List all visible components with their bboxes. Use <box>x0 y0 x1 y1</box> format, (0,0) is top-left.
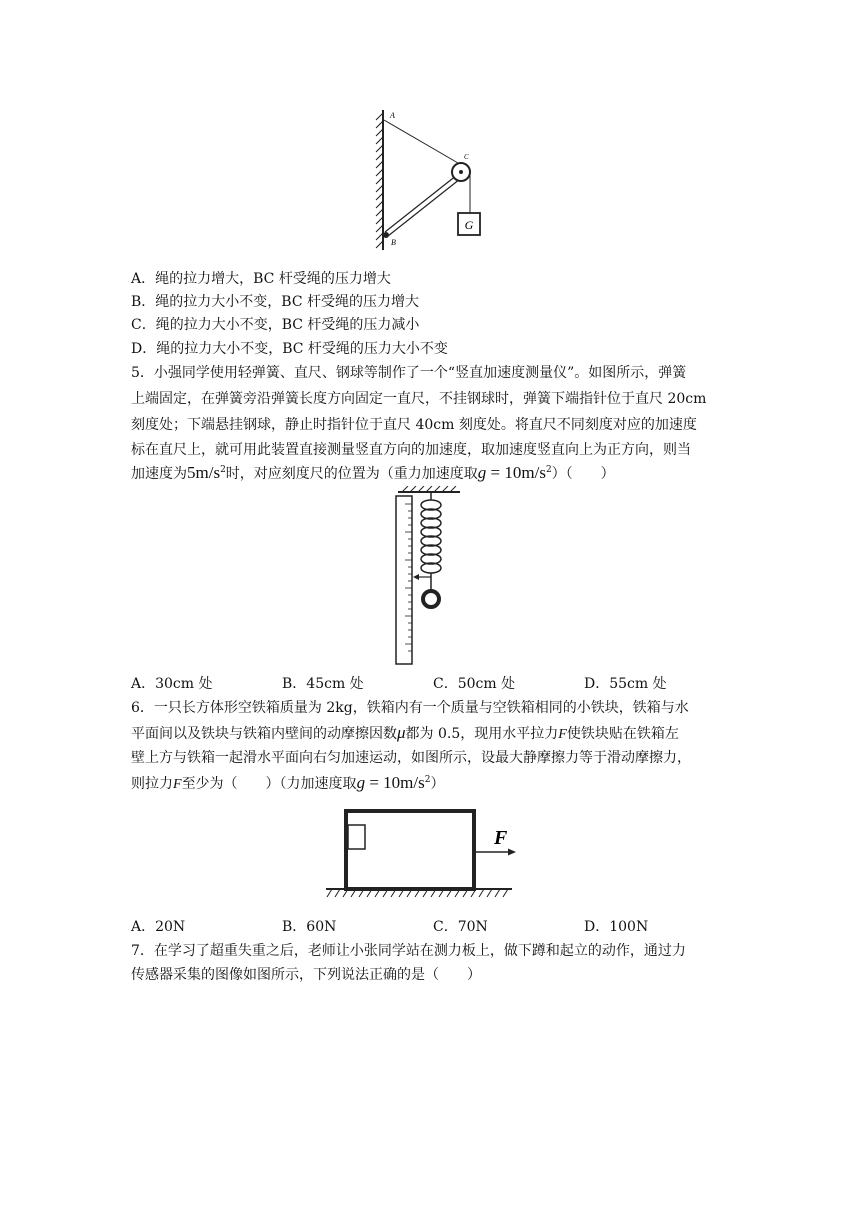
q6-line-2-pre: 平面间以及铁块与铁箱内壁间的动摩擦因数 <box>131 726 397 742</box>
q5-option-d: D．55cm 处 <box>584 676 667 692</box>
q7-line-1: 7．在学习了超重失重之后，老师让小张同学站在测力板上，做下蹲和起立的动作，通过力 <box>131 943 686 959</box>
q6-line-4-end: ） <box>430 776 445 792</box>
q5-option-a: A．30cm 处 <box>131 676 213 692</box>
q6-line-4-pre: 则拉力 <box>131 776 173 792</box>
force-label: F <box>494 827 508 849</box>
weight-label: G <box>464 218 474 232</box>
q5-accel-value: 5m/s <box>187 463 221 482</box>
q5-option-b: B．45cm 处 <box>282 676 364 692</box>
q5-line-4: 标在直尺上，就可用此装置直接测量竖直方向的加速度，取加速度竖直向上为正方向，则当 <box>131 442 691 458</box>
q6-line-3: 壁上方与铁箱一起滑水平面向右匀加速运动，如图所示，设最大静摩擦力等于滑动摩擦力， <box>131 750 691 766</box>
q6-line-2-mid: 都为 0.5，现用水平拉力 <box>405 726 559 742</box>
q4-option-b: B．绳的拉力大小不变，BC 杆受绳的压力增大 <box>131 294 419 310</box>
q7-line-2: 传感器采集的图像如图所示，下列说法正确的是（ ） <box>131 967 481 983</box>
q6-mu-symbol: μ <box>397 723 406 742</box>
q6-f-symbol-2: F <box>173 777 182 792</box>
q5-line-5-mid: 时，对应刻度尺的位置为（重力加速度取 <box>225 466 478 482</box>
iron-box-figure <box>326 803 526 905</box>
q6-option-c: C．70N <box>433 919 488 935</box>
point-c-label: C <box>464 153 469 161</box>
q6-line-4 <box>131 771 444 797</box>
q5-g-exponent: 2 <box>545 465 552 475</box>
spring-ruler-figure <box>388 486 468 666</box>
q6-line-2-end: 使铁块贴在铁箱左 <box>566 726 679 742</box>
q6-line-2 <box>131 721 679 747</box>
q4-option-c: C．绳的拉力大小不变，BC 杆受绳的压力减小 <box>131 317 420 333</box>
q5-line-3: 刻度处；下端悬挂钢球，静止时指针位于直尺 40cm 刻度处。将直尺不同刻度对应的加速度 <box>131 417 697 433</box>
q6-option-d: D．100N <box>584 919 649 935</box>
q5-line-5 <box>131 461 615 486</box>
q5-g-symbol: g <box>477 463 487 482</box>
q6-option-a: A．20N <box>131 919 186 935</box>
q6-g-value: = 10m/s <box>365 773 425 792</box>
q6-g-symbol: g <box>356 773 366 792</box>
point-b-label: B <box>391 238 396 247</box>
q5-line-5-pre: 加速度为 <box>131 466 187 482</box>
q6-line-4-mid: 至少为（ ）（力加速度取 <box>181 776 357 792</box>
q6-g-exponent: 2 <box>424 775 431 785</box>
q5-g-value: = 10m/s <box>486 463 546 482</box>
q4-option-d: D．绳的拉力大小不变，BC 杆受绳的压力大小不变 <box>131 341 448 357</box>
q5-accel-exponent: 2 <box>220 465 226 475</box>
q6-line-1: 6．一只长方体形空铁箱质量为 2kg，铁箱内有一个质量与空铁箱相同的小铁块，铁箱与水 <box>131 700 689 716</box>
point-a-label: A <box>390 111 395 120</box>
q5-line-1: 5．小强同学使用轻弹簧、直尺、钢球等制作了一个“竖直加速度测量仪”。如图所示，弹簧 <box>131 365 687 381</box>
q4-option-a: A．绳的拉力增大，BC 杆受绳的压力增大 <box>131 271 391 287</box>
q5-line-2: 上端固定，在弹簧旁沿弹簧长度方向固定一直尺，不挂钢球时，弹簧下端指针位于直尺 20cm <box>131 391 707 407</box>
q5-option-c: C．50cm 处 <box>433 676 516 692</box>
q6-option-b: B．60N <box>282 919 337 935</box>
q6-f-symbol: F <box>558 727 567 742</box>
q5-line-5-end: ）（ ） <box>551 466 615 482</box>
pulley-rod-figure <box>370 105 495 260</box>
